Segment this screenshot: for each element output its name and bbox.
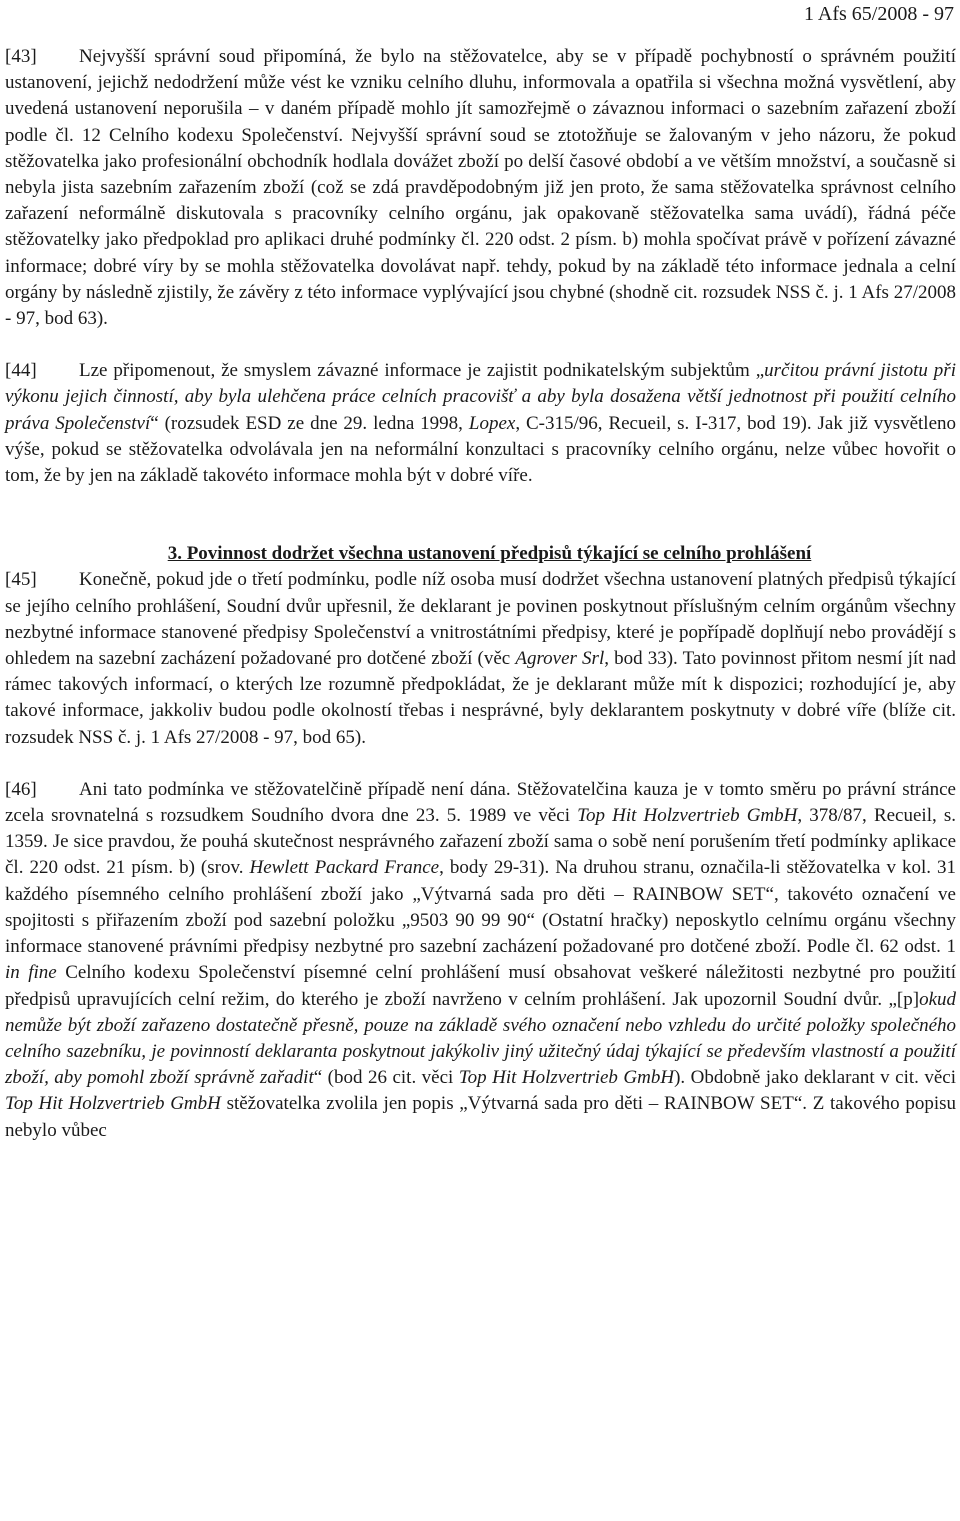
paragraph-44 (5, 358, 956, 489)
paragraph-number: [46] (5, 778, 37, 800)
case-reference: 1 Afs 65/2008 - 97 (804, 3, 954, 25)
paragraph-43 (5, 44, 956, 332)
case-name: Lopex (468, 412, 516, 434)
paragraph-text: , bod 33). Tato povinnost přitom nesmí jít nad rámec takových informací, o kterých lze rozumně předpokládat, že je deklarant může mít k dispozici; rozhodující je, aby takové informace, jakkoliv budou podle okolností třebas i nesprávné, byly deklarantem poskytnuty v dobré víře (blíže cit. rozsudek NSS č. j. 1 Afs 27/2008 - 97, bod 65). (5, 648, 956, 748)
paragraph-text: ). Obdobně jako deklarant v cit. věci (674, 1067, 957, 1089)
paragraph-text: Konečně, pokud jde o třetí podmínku, podle níž osoba musí dodržet všechna ustanovení platných předpisů týkající se jejího celního prohlášení, Soudní dvůr upřesnil, že deklarant je povinen poskytnout příslušným celním orgánům všechny nezbytné informace stanovené předpisy Společenství a vnitrostátními předpisy, které je popřípadě doplňují nebo provádějí s ohledem na sazební zacházení požadované pro dotčené zboží (věc (5, 569, 956, 670)
paragraph-text: “ (rozsudek ESD ze dne 29. ledna 1998, (150, 412, 469, 434)
paragraph-text: , body 29-31). Na druhou stranu, označila-li stěžovatelka v kol. 31 každého písemného celního prohlášení zboží jako „Výtvarná sada pro děti – RAINBOW SET“, takovéto označení ve spojitosti s přiřazením zboží pod sazební položku „9503 90 99 90“ (Ostatní hračky) neposkytlo celnímu orgánu všechny informace stanovené právními předpisy nezbytné pro sazební zacházení požadované pro dotčené zboží. Podle čl. 62 odst. 1 (5, 857, 956, 958)
paragraph-46 (5, 777, 956, 1144)
case-name: Hewlett Packard France (249, 857, 440, 879)
paragraph-number: [45] (5, 569, 37, 591)
case-name: Top Hit Holzvertrieb GmbH (577, 805, 798, 827)
quoted-text: okud nemůže být zboží zařazeno dostatečně přesně, pouze na základě svého označení nebo vzhledu do určité položky společného celního sazebníku, je povinností deklaranta poskytnout jakýkoliv jiný užitečný údaj týkající se především vlastností a použití zboží, aby pomohl zboží správně zařadit (5, 988, 956, 1089)
case-name: Top Hit Holzvertrieb GmbH (458, 1067, 675, 1089)
section-heading: 3. Povinnost dodržet všechna ustanovení předpisů týkající se celního prohlášení (167, 543, 812, 565)
paragraph-text: “ (bod 26 cit. věci (313, 1067, 459, 1089)
paragraph-text: , C-315/96, Recueil, s. I-317, bod 19). Jak již vysvětleno výše, pokud se stěžovatelka odvolávala jen na neformální konzultaci s pracovníky celního orgánu, nelze vůbec hovořit o tom, že by jen na základě takovéto informace mohla být v dobré víře. (5, 412, 957, 487)
latin-phrase: in fine (5, 962, 57, 984)
paragraph-text: stěžovatelka zvolila jen popis „Výtvarná sada pro děti – RAINBOW SET“. Z takového popisu nebylo vůbec (5, 1093, 956, 1141)
paragraph-number: [43] (5, 46, 37, 67)
document-body (5, 44, 956, 1144)
paragraph-text: Nejvyšší správní soud připomíná, že bylo na stěžovatelce, aby se v případě pochybností o správném použití ustanovení, jejichž nedodržení může vést ke vzniku celního dluhu, informovala a opatřila si všechna možná vysvětlení, aby uvedená ustanovení neporušila – v daném případě mohlo jít samozřejmě o závaznou informaci o sazebním zařazení zboží podle čl. 12 Celního kodexu Společenství. Nejvyšší správní soud se ztotožňuje se žalovaným v jeho názoru, že pokud stěžovatelka jako profesionální obchodník hodlala dovážet zboží po delší časové období a ve větším množství, a současně si nebyla jista sazebním zařazením zboží (což se zdá pravděpodobným již jen proto, že sama stěžovatelka správnost celního zařazení neformálně diskutovala s pracovníky celního orgánu, jak opakovaně stěžovatelka sama uvádí), řádná péče stěžovatelky jako předpoklad pro aplikaci druhé podmínky čl. 220 odst. 2 písm. b) mohla spočívat právě v pořízení závazné informace; dobré víry by se mohla stěžovatelka dovolávat např. tehdy, pokud by na základě této informace jednala a celní orgány by následně zjistily, že závěry z této informace vyplývající jsou chybné (shodně cit. rozsudek NSS č. j. 1 Afs 27/2008 - 97, bod 63). (5, 46, 956, 330)
quoted-text: určitou právní jistotu při výkonu jejich činností, aby byla ulehčena práce celních pracovišť a aby byla dosažena větší jednotnost při použití celního práva Společenství (5, 360, 956, 434)
paragraph-number: [44] (5, 360, 37, 382)
paragraph-45 (5, 567, 956, 750)
paragraph-text: Celního kodexu Společenství písemné celní prohlášení musí obsahovat veškeré náležitosti nezbytné pro použití předpisů upravujících celní režim, do kterého je zboží navrženo v celním prohlášení. Jak upozornil Soudní dvůr. „[p] (5, 962, 956, 1010)
case-name: Agrover Srl (515, 648, 605, 670)
paragraph-text: Lze připomenout, že smyslem závazné informace je zajistit podnikatelským subjektům „ (79, 360, 765, 382)
paragraph-text: , 378/87, Recueil, s. 1359. Je sice pravdou, že pouhá skutečnost nesprávného zařazení zboží sama o sobě není porušením třetí podmínky aplikace čl. 220 odst. 21 písm. b) (srov. (5, 805, 957, 879)
case-name: Top Hit Holzvertrieb GmbH (5, 1093, 221, 1115)
paragraph-text: Ani tato podmínka ve stěžovatelčině případě není dána. Stěžovatelčina kauza je v tomto směru po právní stránce zcela srovnatelná s rozsudkem Soudního dvora dne 23. 5. 1989 ve věci (5, 778, 956, 827)
